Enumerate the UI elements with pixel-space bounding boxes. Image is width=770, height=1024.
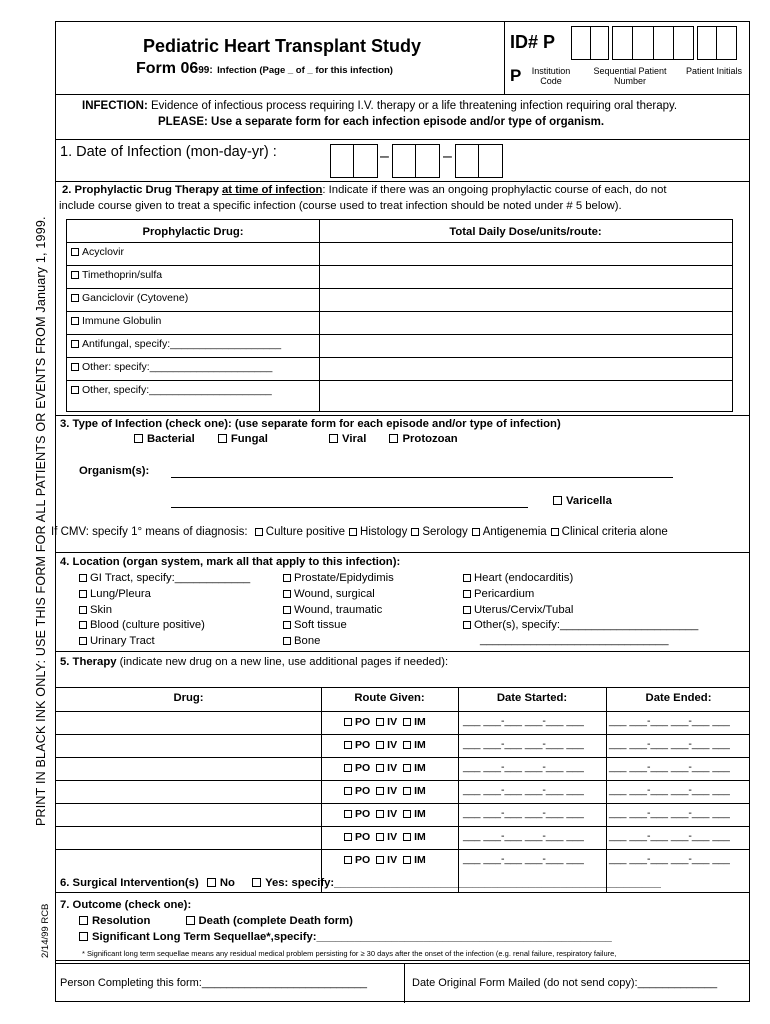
cmv-option-label: Histology	[360, 526, 408, 538]
checkbox-icon	[71, 340, 79, 348]
institution-code-label: Institution Code	[531, 66, 571, 86]
q4-title: 4. Location (organ system, mark all that apply to this infection):	[60, 556, 401, 568]
route-iv-option[interactable]	[376, 739, 397, 751]
type-label: Protozoan	[402, 433, 458, 445]
drug-label: Other: specify:_____________________	[82, 361, 273, 373]
type-label: Viral	[342, 433, 367, 445]
prophylactic-drug-header: Prophylactic Drug:	[142, 226, 244, 238]
divider	[56, 963, 749, 964]
outcome-row-1	[79, 915, 353, 927]
route-po-option[interactable]	[344, 831, 370, 843]
divider	[56, 139, 749, 140]
location-label: Wound, surgical	[294, 587, 375, 600]
column-divider	[321, 687, 322, 892]
q3-title: 3. Type of Infection (check one): (use separate form for each episode and/or type of infection)	[60, 418, 561, 430]
route-po-option[interactable]	[344, 716, 370, 728]
route-im-option[interactable]	[403, 739, 426, 751]
checkbox-icon	[349, 528, 357, 536]
checkbox-icon	[403, 787, 411, 795]
location-col-3	[463, 571, 698, 634]
checkbox-icon	[79, 916, 88, 925]
prophylactic-drug-option[interactable]	[71, 246, 124, 258]
divider	[56, 415, 749, 416]
checkbox-icon	[79, 574, 87, 582]
route-label: IV	[387, 808, 398, 820]
checkbox-icon	[463, 590, 471, 598]
side-instruction: PRINT IN BLACK INK ONLY: USE THIS FORM FOR ALL PATIENTS OR EVENTS FROM January 1, 1999.	[34, 216, 48, 826]
checkbox-icon	[79, 621, 87, 629]
date-ended-field[interactable]: ___ ___-___ ___-___ ___	[609, 715, 730, 727]
route-label: PO	[355, 831, 371, 843]
checkbox-icon	[463, 606, 471, 614]
location-label: Pericardium	[474, 587, 535, 600]
checkbox-icon	[252, 878, 261, 887]
checkbox-icon	[403, 810, 411, 818]
id-box-divider	[653, 26, 654, 60]
date-started-field[interactable]: ___ ___-___ ___-___ ___	[463, 784, 584, 796]
route-label: IV	[387, 739, 398, 751]
footer-divider	[404, 963, 405, 1003]
route-label: IM	[414, 808, 426, 820]
dose-field[interactable]	[321, 335, 730, 356]
infection-text: Evidence of infectious process requiring I.V. therapy or a life threatening infection requiring oral therapy.	[151, 100, 678, 112]
location-option[interactable]	[79, 571, 250, 587]
date-started-field[interactable]: ___ ___-___ ___-___ ___	[463, 761, 584, 773]
form-number-text: Form 06	[136, 60, 199, 77]
q5-title-text: 5. Therapy	[60, 656, 117, 668]
checkbox-icon	[389, 434, 398, 443]
route-iv-option[interactable]	[376, 831, 397, 843]
route-im-option[interactable]	[403, 808, 426, 820]
checkbox-icon	[411, 528, 419, 536]
route-label: PO	[355, 762, 371, 774]
route-options	[344, 785, 432, 797]
date-started-field[interactable]: ___ ___-___ ___-___ ___	[463, 715, 584, 727]
checkbox-icon	[376, 718, 384, 726]
date-day-box[interactable]	[392, 144, 440, 178]
route-im-option[interactable]	[403, 831, 426, 843]
patient-initials-label: Patient Initials	[685, 66, 743, 76]
checkbox-icon	[79, 637, 87, 645]
q7-title: 7. Outcome (check one):	[60, 899, 192, 911]
date-started-field[interactable]: ___ ___-___ ___-___ ___	[463, 853, 584, 865]
checkbox-icon	[71, 271, 79, 279]
type-label: Bacterial	[147, 433, 195, 445]
route-iv-option[interactable]	[376, 762, 397, 774]
drug-label: Other, specify:_____________________	[82, 384, 272, 396]
date-started-field[interactable]: ___ ___-___ ___-___ ___	[463, 807, 584, 819]
dose-field[interactable]	[321, 266, 730, 287]
q5-title-rest: (indicate new drug on a new line, use additional pages if needed):	[119, 656, 449, 668]
organism-line-2[interactable]	[171, 507, 528, 508]
death-label: Death (complete Death form)	[198, 915, 353, 927]
therapy-drug-field[interactable]	[58, 850, 319, 871]
route-label: PO	[355, 716, 371, 728]
location-option[interactable]	[79, 634, 250, 650]
route-options	[344, 739, 432, 751]
column-divider	[458, 687, 459, 892]
location-label: Lung/Pleura	[90, 587, 151, 600]
form-title: Pediatric Heart Transplant Study	[142, 36, 422, 56]
route-options	[344, 808, 432, 820]
id-box-initials[interactable]	[697, 26, 737, 60]
type-viral[interactable]	[329, 433, 366, 445]
prophylactic-table	[66, 219, 733, 412]
q2-title	[62, 184, 667, 196]
checkbox-icon	[344, 810, 352, 818]
id-box-divider	[673, 26, 674, 60]
dose-field[interactable]	[321, 312, 730, 333]
cmv-diagnosis	[51, 526, 668, 538]
date-started-field[interactable]: ___ ___-___ ___-___ ___	[463, 830, 584, 842]
q2-title-rest: : Indicate if there was an ongoing prophylactic course of each, do not	[322, 184, 667, 196]
id-box-divider	[716, 26, 717, 60]
type-fungal[interactable]	[218, 433, 268, 445]
checkbox-icon	[255, 528, 263, 536]
infection-label: INFECTION:	[82, 100, 148, 112]
drug-label: Ganciclovir (Cytovene)	[82, 292, 189, 304]
form-number-suffix: 99:	[198, 65, 213, 76]
form-frame	[51, 21, 750, 1002]
divider	[56, 960, 749, 961]
date-ended-field[interactable]: ___ ___-___ ___-___ ___	[609, 830, 730, 842]
date-started-header: Date Started:	[496, 692, 568, 704]
checkbox-icon	[207, 878, 216, 887]
location-label: Heart (endocarditis)	[474, 572, 574, 584]
checkbox-icon	[553, 496, 562, 505]
checkbox-icon	[463, 621, 471, 629]
location-option[interactable]	[463, 618, 698, 634]
checkbox-icon	[344, 718, 352, 726]
therapy-drug-field[interactable]	[58, 781, 319, 802]
cmv-option[interactable]	[472, 526, 547, 538]
checkbox-icon	[329, 434, 338, 443]
route-label: PO	[355, 739, 371, 751]
therapy-drug-field[interactable]	[58, 735, 319, 756]
other-specify-line-2[interactable]: ______________________________	[480, 634, 669, 646]
date-started-field[interactable]: ___ ___-___ ___-___ ___	[463, 738, 584, 750]
prophylactic-drug-option[interactable]	[71, 269, 162, 281]
location-label: Soft tissue	[294, 619, 347, 632]
route-label: IV	[387, 716, 398, 728]
cmv-option-label: Culture positive	[265, 526, 346, 538]
q2-title-text: 2. Prophylactic Drug Therapy	[62, 184, 219, 196]
sequential-number-label: Sequential Patient Number	[593, 66, 667, 86]
prophylactic-drug-option[interactable]	[71, 338, 281, 350]
checkbox-icon	[344, 787, 352, 795]
route-po-option[interactable]	[344, 785, 370, 797]
route-label: IV	[387, 854, 398, 866]
location-col-1	[79, 571, 250, 650]
drug-header: Drug:	[173, 692, 204, 704]
checkbox-icon	[71, 386, 79, 394]
route-im-option[interactable]	[403, 716, 426, 728]
date-ended-field[interactable]: ___ ___-___ ___-___ ___	[609, 853, 730, 865]
checkbox-icon	[403, 764, 411, 772]
location-option[interactable]	[283, 634, 394, 650]
drug-label: Acyclovir	[82, 246, 125, 258]
q6-surgical	[60, 877, 661, 889]
sequellae-label: Significant Long Term Sequellae*,specify:_______________________________________________	[92, 931, 612, 943]
location-option[interactable]	[283, 587, 394, 603]
route-po-option[interactable]	[344, 762, 370, 774]
checkbox-icon	[551, 528, 559, 536]
route-po-option[interactable]	[344, 808, 370, 820]
location-label: Other(s), specify:______________________	[474, 619, 699, 632]
id-label	[510, 32, 555, 53]
checkbox-icon	[218, 434, 227, 443]
dose-field[interactable]	[321, 243, 730, 264]
route-label: PO	[355, 808, 371, 820]
date-ended-field[interactable]: ___ ___-___ ___-___ ___	[609, 761, 730, 773]
form-number	[136, 60, 393, 78]
location-label: GI Tract, specify:____________	[90, 572, 251, 584]
dose-field[interactable]	[321, 289, 730, 310]
varicella-label: Varicella	[566, 495, 612, 507]
please-note: PLEASE: Use a separate form for each infection episode and/or type of organism.	[158, 116, 605, 128]
therapy-drug-field[interactable]	[58, 827, 319, 848]
date-ended-field[interactable]: ___ ___-___ ___-___ ___	[609, 738, 730, 750]
type-label: Fungal	[230, 433, 268, 445]
date-year-box[interactable]	[455, 144, 503, 178]
location-option[interactable]	[283, 618, 394, 634]
q6-title: 6. Surgical Intervention(s)	[60, 877, 199, 889]
column-divider	[319, 220, 320, 411]
checkbox-icon	[79, 932, 88, 941]
divider	[56, 651, 749, 652]
cmv-option[interactable]	[551, 526, 668, 538]
drug-label: Immune Globulin	[82, 315, 162, 327]
cmv-label: If CMV: specify 1° means of diagnosis:	[51, 526, 248, 538]
divider	[56, 181, 749, 182]
outcome-sequellae[interactable]	[79, 931, 612, 943]
route-iv-option[interactable]	[376, 808, 397, 820]
outcome-resolution[interactable]	[79, 915, 150, 927]
route-im-option[interactable]	[403, 762, 426, 774]
q5-title	[60, 656, 448, 668]
date-box-divider	[478, 144, 479, 178]
prophylactic-drug-option[interactable]	[71, 361, 272, 373]
date-mailed[interactable]: Date Original Form Mailed (do not send copy):_____________	[412, 977, 718, 989]
therapy-drug-field[interactable]	[58, 712, 319, 733]
location-label: Wound, traumatic	[294, 603, 383, 616]
route-label: IM	[414, 831, 426, 843]
cmv-option-label: Serology	[422, 526, 468, 538]
route-po-option[interactable]	[344, 739, 370, 751]
route-label: PO	[355, 854, 371, 866]
location-option[interactable]	[79, 603, 250, 619]
checkbox-icon	[186, 916, 195, 925]
route-options	[344, 762, 432, 774]
column-divider	[606, 687, 607, 892]
therapy-drug-field[interactable]	[58, 804, 319, 825]
location-option[interactable]	[79, 587, 250, 603]
location-option[interactable]	[283, 603, 394, 619]
route-label: IM	[414, 785, 426, 797]
route-header: Route Given:	[354, 692, 425, 704]
checkbox-icon	[376, 787, 384, 795]
checkbox-icon	[283, 606, 291, 614]
no-label: No	[219, 877, 235, 889]
organism-label: Organism(s):	[79, 465, 150, 477]
checkbox-icon	[283, 574, 291, 582]
dose-field[interactable]	[321, 358, 730, 379]
divider	[56, 94, 749, 95]
checkbox-icon	[71, 248, 79, 256]
dose-field[interactable]	[321, 381, 730, 402]
id-label-text: ID#	[510, 32, 539, 52]
location-option[interactable]	[79, 618, 250, 634]
location-label: Uterus/Cervix/Tubal	[474, 603, 574, 616]
form-subtitle: Infection (Page _ of _ for this infection)	[217, 65, 393, 76]
p-marker: P	[510, 66, 522, 85]
location-col-2	[283, 571, 394, 650]
route-iv-option[interactable]	[376, 716, 397, 728]
q2-title-underlined: at time of infection	[221, 184, 323, 196]
date-month-box[interactable]	[330, 144, 378, 178]
checkbox-icon	[376, 856, 384, 864]
checkbox-icon	[134, 434, 143, 443]
location-option[interactable]	[463, 587, 698, 603]
checkbox-icon	[403, 833, 411, 841]
surgical-yes[interactable]	[252, 877, 661, 889]
prophylactic-drug-option[interactable]	[71, 315, 161, 327]
checkbox-icon	[403, 718, 411, 726]
checkbox-icon	[472, 528, 480, 536]
checkbox-icon	[71, 317, 79, 325]
type-protozoan[interactable]	[389, 433, 457, 445]
route-label: IV	[387, 785, 398, 797]
location-option[interactable]	[463, 603, 698, 619]
cmv-option[interactable]	[255, 526, 345, 538]
date-dash: –	[443, 148, 452, 165]
organism-line-1[interactable]	[171, 477, 673, 478]
cmv-options	[251, 526, 668, 538]
checkbox-icon	[283, 637, 291, 645]
id-box-divider	[632, 26, 633, 60]
checkbox-icon	[283, 590, 291, 598]
checkbox-icon	[376, 833, 384, 841]
side-revision: 2/14/99 RCB	[40, 903, 51, 958]
type-bacterial[interactable]	[134, 433, 195, 445]
checkbox-icon	[376, 764, 384, 772]
cmv-option-label: Antigenemia	[482, 526, 547, 538]
date-box-divider	[353, 144, 354, 178]
location-label: Blood (culture positive)	[90, 619, 205, 632]
route-label: IM	[414, 739, 426, 751]
checkbox-icon	[463, 574, 471, 582]
checkbox-icon	[283, 621, 291, 629]
surgical-no[interactable]	[207, 877, 235, 889]
id-prefix: P	[543, 32, 556, 52]
therapy-table-top	[56, 687, 749, 688]
checkbox-icon	[403, 741, 411, 749]
route-im-option[interactable]	[403, 854, 426, 866]
date-dash: –	[380, 148, 389, 165]
resolution-label: Resolution	[92, 915, 151, 927]
route-options	[344, 716, 432, 728]
route-options	[344, 831, 432, 843]
location-option[interactable]	[283, 571, 394, 587]
person-completing[interactable]: Person Completing this form:___________________________	[60, 977, 368, 989]
infection-definition	[82, 100, 677, 112]
therapy-drug-field[interactable]	[58, 758, 319, 779]
divider	[56, 552, 749, 553]
location-label: Bone	[294, 635, 321, 648]
header-divider	[504, 22, 505, 94]
route-label: IV	[387, 762, 398, 774]
cmv-option[interactable]	[411, 526, 467, 538]
infection-types	[134, 433, 458, 445]
checkbox-icon	[376, 741, 384, 749]
checkbox-icon	[79, 606, 87, 614]
date-of-infection-label: 1. Date of Infection (mon-day-yr) :	[60, 144, 277, 160]
route-label: IM	[414, 762, 426, 774]
prophylactic-drug-option[interactable]	[71, 384, 272, 396]
date-box-divider	[415, 144, 416, 178]
date-ended-header: Date Ended:	[645, 692, 712, 704]
location-option[interactable]	[463, 571, 698, 587]
sequellae-footnote: * Significant long term sequellae means any residual medical problem persisting for ≥ 30 days after the onset of the infection (e.g. renal failure, respiratory failure,	[82, 949, 617, 958]
checkbox-icon	[344, 741, 352, 749]
divider	[56, 892, 749, 893]
date-ended-field[interactable]: ___ ___-___ ___-___ ___	[609, 807, 730, 819]
location-label: Urinary Tract	[90, 635, 155, 648]
varicella-option[interactable]	[553, 495, 612, 507]
drug-label: Antifungal, specify:___________________	[82, 338, 282, 350]
route-options	[344, 854, 432, 866]
route-iv-option[interactable]	[376, 785, 397, 797]
cmv-option-label: Clinical criteria alone	[561, 526, 668, 538]
cmv-option[interactable]	[349, 526, 407, 538]
checkbox-icon	[344, 856, 352, 864]
route-label: IV	[387, 831, 398, 843]
location-label: Prostate/Epidydimis	[294, 572, 394, 584]
route-po-option[interactable]	[344, 854, 370, 866]
route-label: PO	[355, 785, 371, 797]
checkbox-icon	[71, 363, 79, 371]
route-label: IM	[414, 854, 426, 866]
prophylactic-drug-option[interactable]	[71, 292, 188, 304]
checkbox-icon	[403, 856, 411, 864]
outcome-death[interactable]	[186, 915, 353, 927]
route-label: IM	[414, 716, 426, 728]
checkbox-icon	[344, 833, 352, 841]
location-label: Skin	[90, 603, 112, 616]
date-ended-field[interactable]: ___ ___-___ ___-___ ___	[609, 784, 730, 796]
yes-label: Yes: specify:____________________________________________________	[265, 877, 661, 889]
id-box-divider	[590, 26, 591, 60]
checkbox-icon	[344, 764, 352, 772]
total-daily-dose-header: Total Daily Dose/units/route:	[449, 226, 602, 238]
q2-line2: include course given to treat a specific infection (course used to treat infection should be noted under # 5 below).	[59, 200, 622, 212]
checkbox-icon	[79, 590, 87, 598]
route-iv-option[interactable]	[376, 854, 397, 866]
drug-label: Timethoprin/sulfa	[82, 269, 163, 281]
route-im-option[interactable]	[403, 785, 426, 797]
checkbox-icon	[376, 810, 384, 818]
checkbox-icon	[71, 294, 79, 302]
